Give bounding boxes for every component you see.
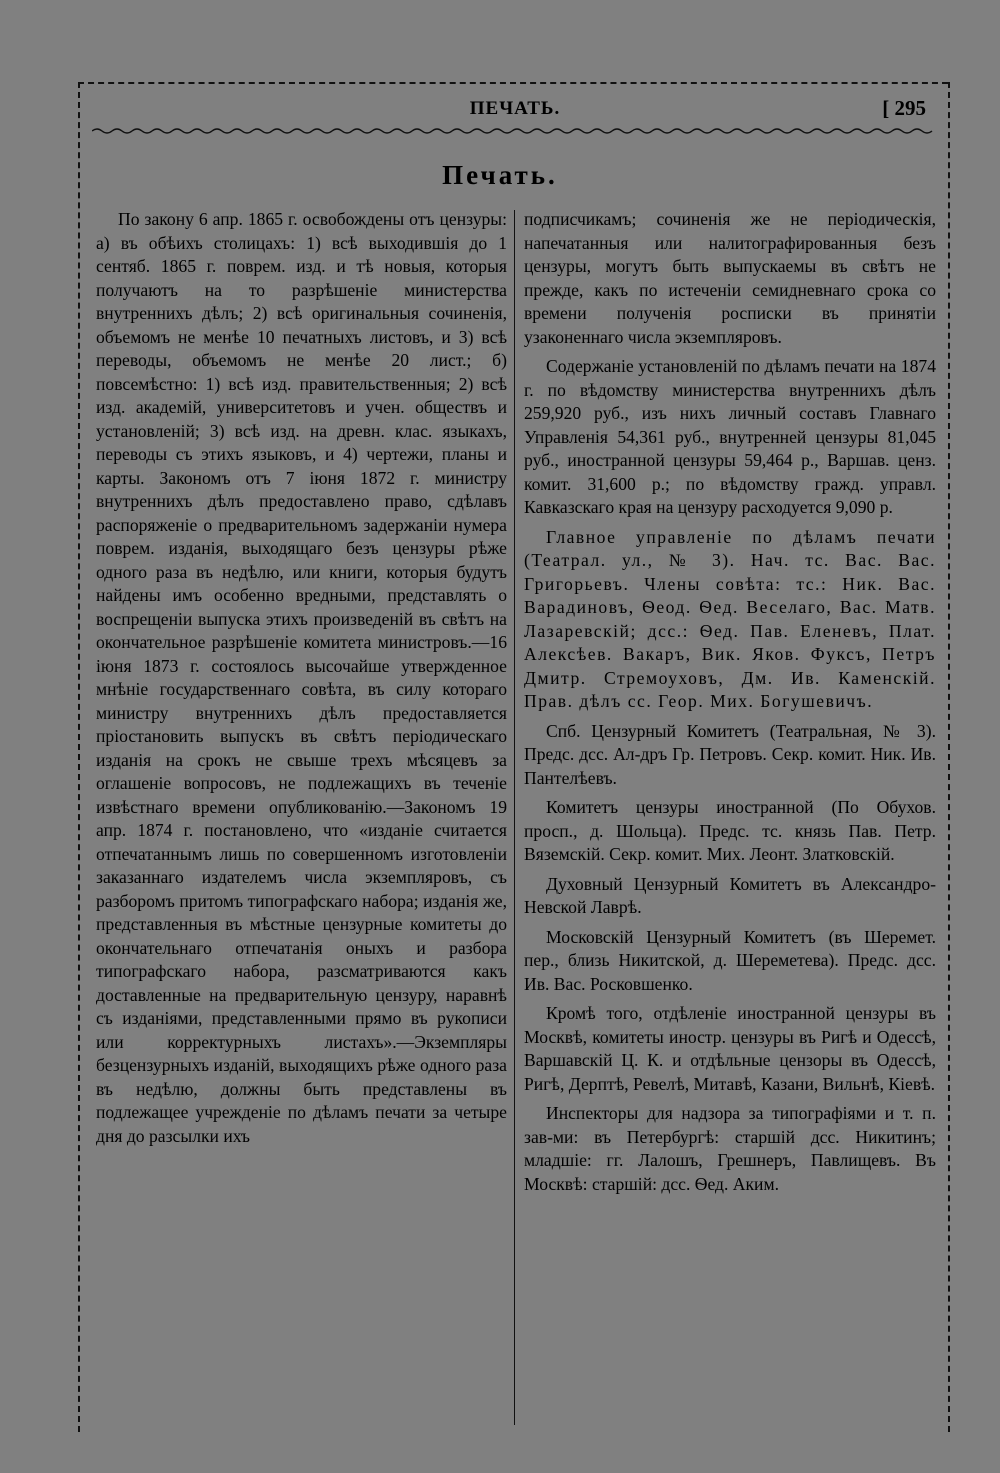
right-paragraph-8: Кромѣ того, отдѣленіе иностранной цензуры въ Москвѣ, комитеты иностр. цензуры въ Ригѣ и Одессѣ, Варшавскій Ц. К. и отдѣльные цензоры въ Одессѣ, Ригѣ, Дерптѣ, Ревелѣ, Митавѣ, Казани, Вильнѣ, Кіевѣ. bbox=[524, 1003, 936, 1094]
left-paragraph: По закону 6 апр. 1865 г. освобождены отъ цензуры: а) въ обѣихъ столицахъ: 1) всѣ выходившія до 1 сентяб. 1865 г. поврем. изд. и тѣ новыя, которыя получаютъ на то разрѣшеніе министерства внутреннихъ дѣлъ; 2) всѣ оригинальныя сочиненія, объемомъ не менѣе 10 печатныхъ листовъ, и 3) всѣ переводы, объемомъ не менѣе 20 лист.; б) повсемѣстно: 1) всѣ изд. правительственныя; 2) всѣ изд. академій, университетовъ и учен. обществъ и установленій; 3) всѣ изд. на древн. клас. языкахъ, переводы съ этихъ языковъ, и 4) чертежи, планы и карты. Закономъ отъ 7 іюня 1872 г. министру внутреннихъ дѣлъ предоставлено право, сдѣлавъ распоряженіе о предварительномъ задержаніи нумера поврем. изданія, выходящаго безъ цензуры рѣже одного раза въ недѣлю, или книги, которыя будутъ найдены имъ особенно вредными, представлять о воспрещеніи выпуска этихъ произведеній въ свѣтъ на окончательное разрѣшеніе комитета министровъ.—16 іюня 1873 г. состоялось высочайше утвержденное мнѣніе государственнаго совѣта, въ силу котораго министру внутреннихъ дѣлъ предоставляется пріостановить выпускъ въ свѣтъ періодическаго изданія на срокъ не свыше трехъ мѣсяцевъ за оглашеніе вопросовъ, не подлежащихъ въ теченіе извѣстнаго времени опубликованію.—Закономъ 19 апр. 1874 г. постановлено, что «изданіе считается отпечатаннымъ лишь по совершенномъ изготовленіи заказаннаго издателемъ числа экземпляровъ, съ разборомъ притомъ типографскаго набора; изданія же, представленныя въ мѣстные цензурные комитеты до окончательнаго отпечатанія оныхъ и разбора типографскаго набора, разсматриваются какъ доставленные на предварительную цензуру, наравнѣ съ изданіями, представленными прямо въ рукописи или корректурныхъ листахъ».—Экземпляры безцензурныхъ изданій, выходящихъ рѣже одного раза въ недѣлю, должны быть представлены въ подлежащее учрежденіе по дѣламъ печати за четыре дня до разсылки ихъ bbox=[96, 209, 507, 1146]
right-paragraph-7: Московскій Цензурный Комитетъ (въ Шеремет. пер., близь Никитской, д. Шереметева). Предс. дсс. Ив. Вас. Росковшенко. bbox=[524, 926, 936, 994]
right-column bbox=[524, 208, 936, 1202]
right-paragraph-3: Главное управленіе по дѣламъ печати (Театрал. ул., № 3). Нач. тс. Вас. Вас. Григорьевъ. Члены совѣта: тс.: Ник. Вас. Варадиновъ, Ѳеод. Ѳед. Веселаго, Вас. Матв. Лазаревскій; дсс.: Ѳед. Пав. Еленевъ, Плат. Алексѣев. Вакаръ, Вик. Яков. Фуксъ, Петръ Дмитр. Стремоуховъ, Дм. Ив. Каменскій. Прав. дѣлъ сс. Геор. Мих. Богушевичъ. bbox=[524, 526, 936, 711]
right-paragraph-6: Духовный Цензурный Комитетъ въ Александро-Невской Лаврѣ. bbox=[524, 873, 936, 917]
header-wavy-rule bbox=[92, 127, 937, 135]
running-head: ПЕЧАТЬ. bbox=[469, 98, 561, 119]
right-paragraph-5: Комитетъ цензуры иностранной (По Обухов. просп., д. Шольца). Предс. тс. князь Пав. Петр. Вяземскій. Секр. комит. Мих. Леонт. Златковскій. bbox=[524, 797, 936, 864]
page-number: [ 295 bbox=[882, 96, 926, 120]
right-paragraph-2: Содержаніе установленій по дѣламъ печати на 1874 г. по вѣдомству министерства внутреннихъ дѣлъ 259,920 руб., изъ нихъ личный составъ Главнаго Управленія 54,361 руб., внутренней цензуры 81,045 руб., иностранной цензуры 59,464 р., Варшав. ценз. комит. 31,600 р.; по вѣдомству гражд. управл. Кавказскаго края на цензуру расходуется 9,090 р. bbox=[524, 356, 936, 517]
page-header bbox=[90, 96, 940, 126]
left-column bbox=[96, 208, 507, 1148]
right-paragraph-1: подписчикамъ; сочиненія же не періодическія, напечатанныя или налитографированныя безъ цензуры, могутъ быть выпускаемы въ свѣтъ не прежде, какъ по истеченіи семидневнаго срока со времени полученія росписки въ принятіи узаконеннаго числа экземпляровъ. bbox=[524, 209, 936, 347]
column-divider bbox=[514, 210, 515, 1425]
right-paragraph-9: Инспекторы для надзора за типографіями и т. п. зав-ми: въ Петербургѣ: старшій дсс. Никитинъ; младшіе: гг. Лалошъ, Грешнеръ, Павлищевъ. Въ Москвѣ: старшій: дсс. Ѳед. Аким. bbox=[524, 1103, 936, 1194]
section-title: Печать. bbox=[442, 160, 558, 190]
right-paragraph-4: Спб. Цензурный Комитетъ (Театральная, № 3). Предс. дсс. Ал-дръ Гр. Петровъ. Секр. комит. Ник. Ив. Пантелѣевъ. bbox=[524, 720, 936, 788]
